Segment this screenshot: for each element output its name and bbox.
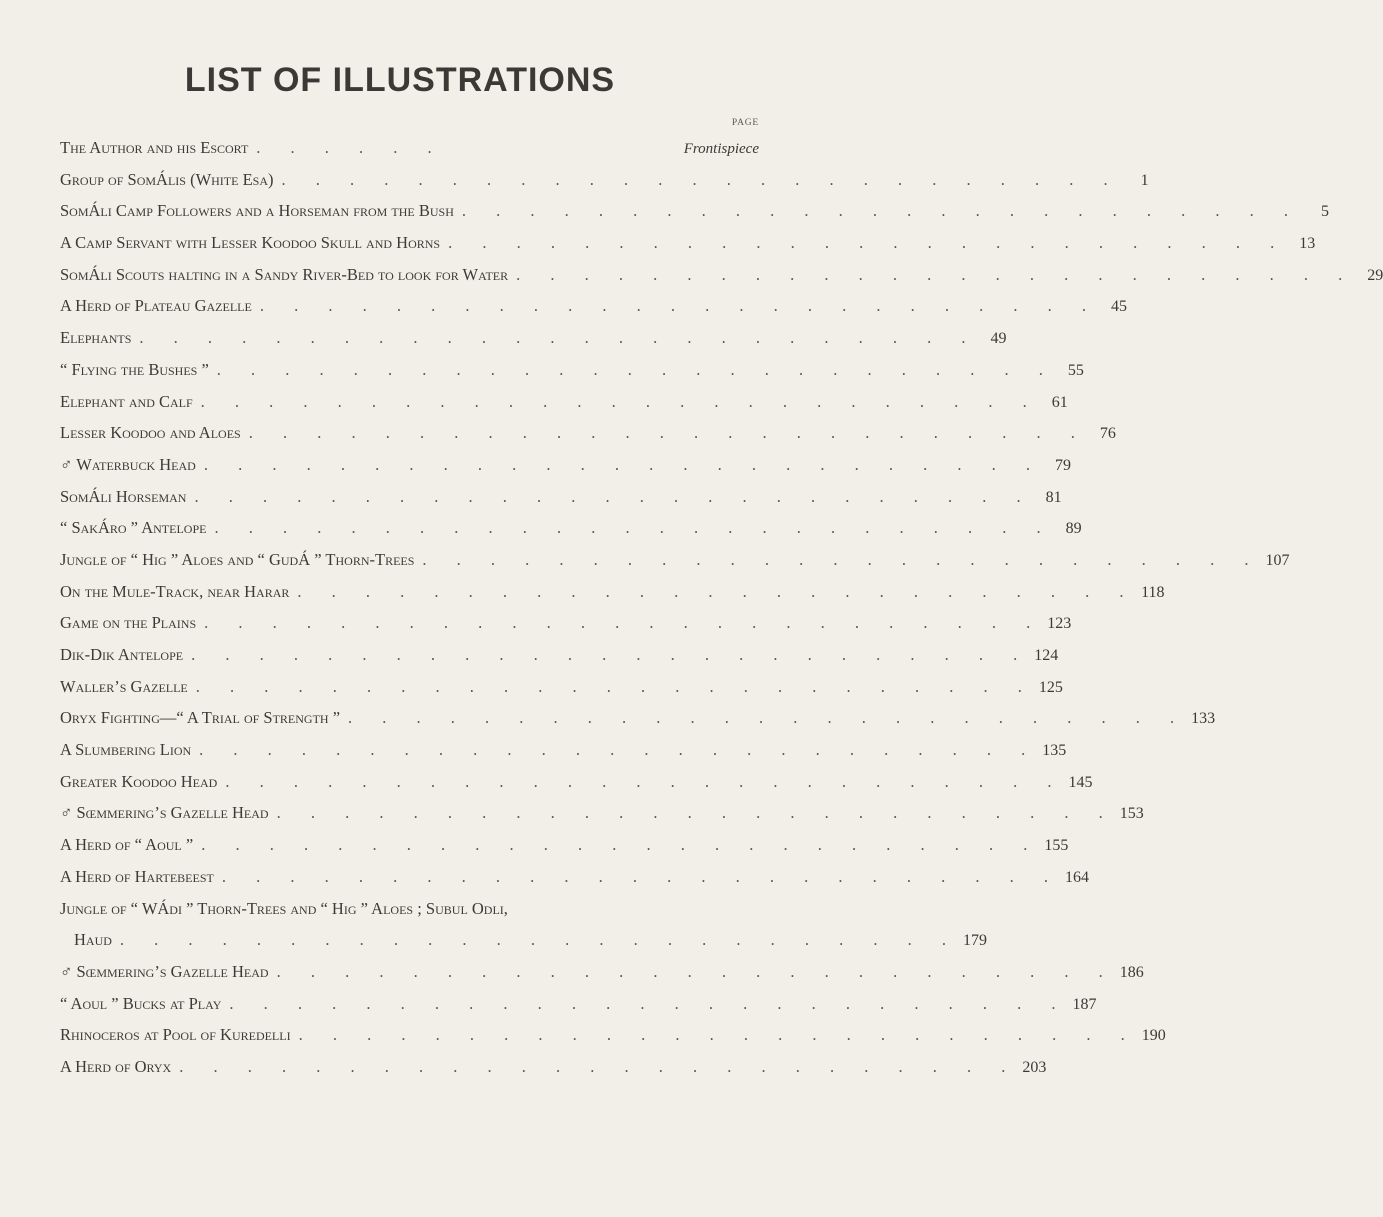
list-item [60,386,1068,418]
entry-page: 45 [1110,298,1127,316]
leader-dots: . . . . . . . . . . . . . . . . . . . . . . . . . [195,676,1035,696]
entry-page: 123 [1047,615,1072,633]
entry-title: “ Flying the Bushes ” [60,359,209,379]
leader-dots: . . . . . . . . . . . . . . . . . . . . . . . . . [281,169,1121,189]
leader-dots: . . . . . . . . . . . . . . . . . . . . . . . . . [448,233,1288,253]
list-item [60,417,1116,449]
entry-page: 164 [1064,868,1089,886]
list-item [60,576,1165,608]
entry-page: 153 [1119,805,1144,823]
entry-page: 5 [1321,203,1330,221]
leader-dots: . . . . . . . . . . . . . . . . . . . . . . . . . [200,391,1040,411]
entry-title: ♂ Sœmmering’s Gazelle Head [60,961,269,981]
entry-page: 186 [1119,963,1144,981]
entry-title: Jungle of “ WÁdi ” Thorn-Trees and “ Hig ” Aloes ; Subul Odli, [60,898,508,918]
entry-title: SomÁli Camp Followers and a Horseman from the Bush [60,201,454,221]
leader-dots: . . . . . . . . . . . . . . . . . . . . . . . . . [221,866,1061,886]
leader-dots: . . . . . . . . . . . . . . . . . . . . . . . . . [298,1025,1138,1045]
leader-dots: . . . . . . . . . . . . . . . . . . . . . . . . . [259,296,1099,316]
entry-page: 13 [1299,235,1316,253]
entry-page: 190 [1141,1027,1166,1045]
entry-title: Elephants [60,328,132,348]
list-item [60,1019,1166,1051]
entry-title: Game on the Plains [60,613,197,633]
entry-title: A Herd of “ Aoul ” [60,835,194,855]
leader-dots: . . . . . . . . . . . . . . . . . . . . . . . . . [203,454,1043,474]
list-item [60,544,1290,576]
leader-dots: . . . . . . . . . . . . . . . . . . . . . . . . . [229,993,1069,1013]
leader-dots: . . . . . . . . . . . . . . . . . . . . . . . . . [216,359,1056,379]
entry-title: “ SakÁro ” Antelope [60,518,207,538]
leader-dots: . . . . . . . . . . . . . . . . . . . . . . . . . [516,264,1356,284]
leader-dots: . . . . . . . . . . . . . . . . . . . . . . . . . [225,771,1065,791]
entry-title: Dik-Dik Antelope [60,645,184,664]
entry-title: A Herd of Hartebeest [60,866,214,886]
illustrations-list [60,132,1383,1083]
entry-page: 125 [1038,678,1063,696]
list-item [60,924,988,956]
entry-page: Frontispiece [683,141,759,157]
leader-dots: . . . . . . . . . . . . . . . . . . . . . . . . . [276,803,1116,823]
entry-page: 118 [1141,583,1165,601]
list-item [60,607,1072,639]
list-item [60,766,1093,798]
list-item [60,893,759,925]
entry-page: 145 [1068,773,1093,791]
entry-title: “ Aoul ” Bucks at Play [60,993,222,1013]
leader-dots: . . . . . . . . . . . . . . . . . . . . . . . . . [179,1056,1019,1076]
leader-dots: . . . . . . . . . . . . . . . . . . . . . . . . . [139,328,979,348]
list-item [60,481,1062,513]
leader-dots: . . . . . . . . . . . . . . . . . . . . . . . . . [201,835,1041,855]
entry-page: 179 [963,932,988,950]
entry-title: Group of SomÁlis (White Esa) [60,169,274,189]
entry-page: 107 [1265,551,1290,569]
list-item [60,449,1071,481]
list-item [60,354,1084,386]
list-item [60,1051,1047,1083]
list-item [60,227,1316,259]
leader-dots: . . . . . . . . . . . . . . . . . . . . . . . . . [204,613,1044,633]
entry-title: On the Mule-Track, near Harar [60,581,290,601]
list-item [60,132,759,164]
page-column-label: PAGE [731,118,759,128]
leader-dots: . . . . . . . . . . . . . . . . . . . . . . . . . [422,549,1262,569]
list-item [60,702,1216,734]
entry-page: 79 [1054,456,1071,474]
list-item [60,195,1330,227]
entry-title: A Slumbering Lion [60,740,192,760]
entry-title: Greater Koodoo Head [60,771,218,791]
entry-page: 1 [1140,171,1149,189]
list-item [60,671,1063,703]
entry-title: A Herd of Oryx [60,1056,172,1076]
entry-title: Oryx Fighting—“ A Trial of Strength ” [60,708,341,728]
list-item [60,861,1089,893]
entry-title: Waller’s Gazelle [60,676,188,696]
entry-page: 124 [1034,647,1059,664]
list-item [60,290,1127,322]
entry-page: 203 [1022,1058,1047,1076]
entry-title: ♂ Waterbuck Head [60,454,196,474]
entry-page: 135 [1042,742,1067,760]
leader-dots: . . . . . . . . . . . . . . . . . . . . . . . . . [191,645,1031,664]
leader-dots: . . . . . . . . . . . . . . . . . . . . . . . . . [194,486,1034,506]
entry-title: The Author and his Escort [60,138,249,157]
entry-title: Jungle of “ Hig ” Aloes and “ GudÁ ” Thorn-Trees [60,549,415,569]
list-item [60,322,1007,354]
entry-page: 55 [1067,361,1084,379]
list-item [60,259,1383,291]
entry-page: 81 [1045,488,1062,506]
leader-dots: . . . . . . [256,138,445,157]
entry-page: 133 [1191,710,1216,728]
list-item [60,164,1149,196]
entry-page: 29 [1367,266,1383,284]
leader-dots: . . . . . . . . . . . . . . . . . . . . . . . . . [214,518,1054,538]
entry-page: 76 [1099,425,1116,443]
entry-title: SomÁli Scouts halting in a Sandy River-Bed to look for Water [60,264,509,284]
list-item [60,956,1144,988]
entry-page: 49 [990,330,1007,348]
entry-page: 155 [1044,837,1069,855]
leader-dots: . . . . . . . . . . . . . . . . . . . . . . . . . [297,581,1137,601]
entry-title: ♂ Sœmmering’s Gazelle Head [60,803,269,823]
entry-page: 187 [1072,995,1097,1013]
entry-page: 89 [1065,520,1082,538]
leader-dots: . . . . . . . . . . . . . . . . . . . . . . . . . [276,961,1116,981]
list-item [60,734,1067,766]
leader-dots: . . . . . . . . . . . . . . . . . . . . . . . . . [348,708,1188,728]
list-item [60,988,1097,1020]
entry-page: 61 [1051,393,1068,411]
leader-dots: . . . . . . . . . . . . . . . . . . . . . . . . . [199,740,1039,760]
list-item [60,797,1144,829]
entry-title: SomÁli Horseman [60,486,187,506]
entry-title: Lesser Koodoo and Aloes [60,423,241,443]
entry-title: Haud [74,930,112,950]
entry-title: Elephant and Calf [60,391,193,411]
entry-title: A Herd of Plateau Gazelle [60,296,252,316]
entry-title: Rhinoceros at Pool of Kuredelli [60,1025,291,1045]
entry-title: A Camp Servant with Lesser Koodoo Skull and Horns [60,233,441,253]
page-title: LIST OF ILLUSTRATIONS [184,61,616,99]
list-item [60,512,1082,544]
list-item [60,639,1059,671]
leader-dots: . . . . . . . . . . . . . . . . . . . . . . . . . [461,201,1302,221]
list-item [60,829,1069,861]
leader-dots: . . . . . . . . . . . . . . . . . . . . . . . . . [119,930,960,950]
leader-dots: . . . . . . . . . . . . . . . . . . . . . . . . . [248,423,1088,443]
